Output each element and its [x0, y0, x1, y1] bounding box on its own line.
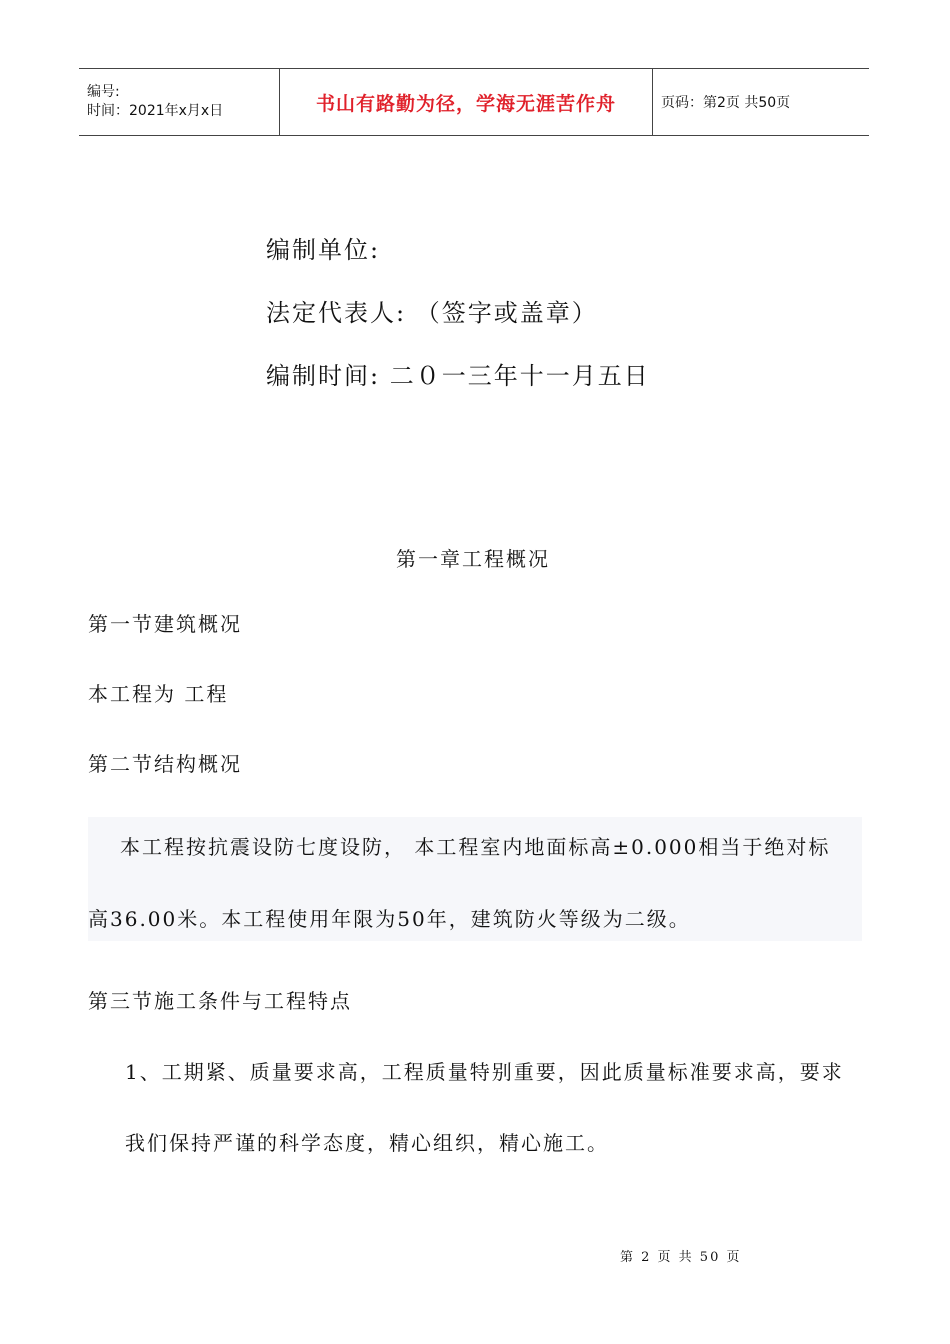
header-motto: 书山有路勤为径，学海无涯苦作舟	[315, 92, 616, 115]
header-motto-cell	[280, 69, 653, 136]
footer-page-number: 第 2 页 共 50 页	[620, 1250, 742, 1265]
header-page-number: 页码：第2页 共50页	[653, 69, 870, 136]
document-date-label: 时间：2021年x月x日	[87, 103, 224, 119]
section-1-text: 本工程为 工程	[88, 682, 229, 706]
section-1-title: 第一节建筑概况	[88, 612, 242, 636]
header-meta	[79, 69, 280, 136]
item-1-line-2: 我们保持严谨的科学态度，精心组织，精心施工。	[125, 1131, 609, 1155]
section-2-paragraph-line-2: 高36.00米。本工程使用年限为50年，建筑防火等级为二级。	[88, 907, 691, 931]
item-1-line-1: 1、工期紧、质量要求高，工程质量特别重要，因此质量标准要求高，要求	[125, 1060, 844, 1084]
legal-representative-label: 法定代表人: （签字或盖章）	[266, 299, 598, 327]
chapter-title: 第一章工程概况	[396, 547, 550, 571]
section-2-title: 第二节结构概况	[88, 752, 242, 776]
compile-date: 编制时间: 二０一三年十一月五日	[266, 362, 650, 390]
section-2-paragraph-line-1: 本工程按抗震设防七度设防， 本工程室内地面标高±0.000相当于绝对标	[120, 835, 831, 859]
compile-unit-label: 编制单位:	[266, 236, 381, 264]
page-header	[79, 68, 869, 136]
section-3-title: 第三节施工条件与工程特点	[88, 989, 352, 1013]
document-number-label: 编号:	[87, 84, 120, 100]
